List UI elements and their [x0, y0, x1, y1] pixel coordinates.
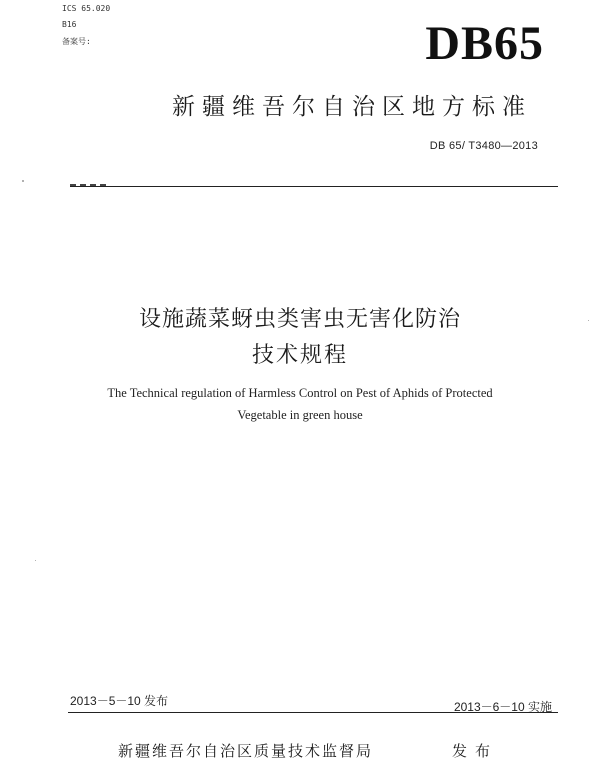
publisher-name: 新疆维吾尔自治区质量技术监督局 — [118, 742, 374, 760]
top-divider — [70, 186, 558, 187]
ics-code: ICS 65.020 — [62, 4, 111, 13]
standard-number: DB 65/ T3480—2013 — [429, 140, 538, 152]
bottom-divider — [68, 712, 558, 713]
standard-type-heading: 新疆维吾尔自治区地方标准 — [172, 94, 532, 120]
title-english-line-2: Vegetable in green house — [237, 408, 363, 422]
implementation-date: 2013－6－10 实施 — [453, 700, 552, 714]
title-chinese-line-2: 技术规程 — [251, 343, 348, 368]
title-chinese-line-1: 设施蔬菜蚜虫类害虫无害化防治 — [138, 307, 461, 332]
scan-speck — [588, 320, 589, 321]
standard-code-logo: DB65 — [425, 17, 544, 70]
issue-date: 2013－5－10 发布 — [70, 694, 169, 708]
title-english-line-1: The Technical regulation of Harmless Control on Pest of Aphids of Protected — [107, 386, 493, 400]
scan-speck — [22, 180, 24, 182]
publish-label: 发布 — [452, 742, 499, 760]
record-number-label: 备案号: — [62, 37, 91, 46]
ccs-code: B16 — [62, 20, 77, 29]
scan-speck — [35, 560, 36, 561]
